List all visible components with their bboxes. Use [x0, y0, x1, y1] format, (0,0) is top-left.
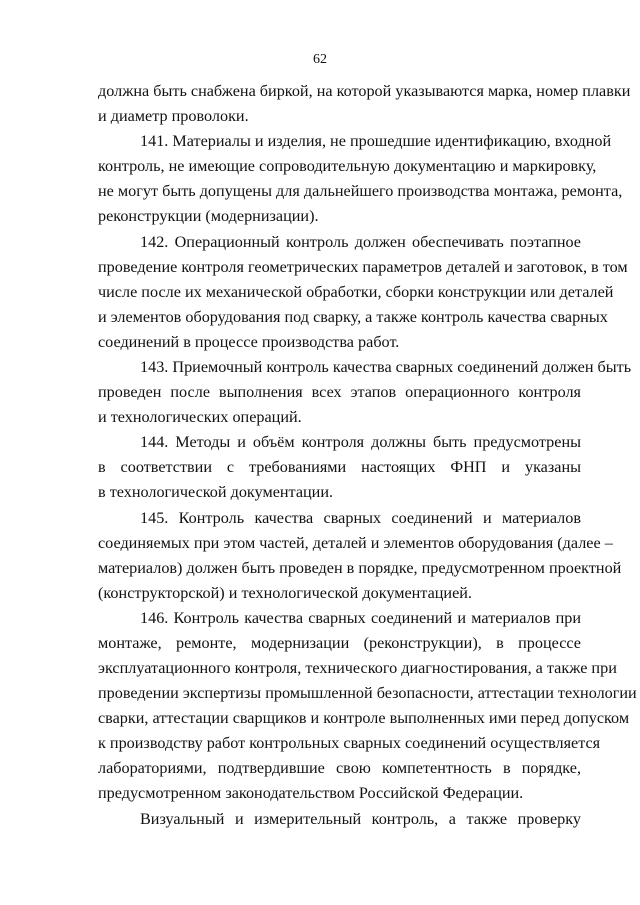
text-line: предусмотренном законодательством Российской Федерации.: [98, 784, 524, 802]
text-line: (конструкторской) и технологической документацией.: [98, 584, 472, 602]
text-line: соединяемых при этом частей, деталей и элементов оборудования (далее –: [98, 534, 613, 552]
text-line: и элементов оборудования под сварку, а также контроль качества сварных: [98, 308, 608, 326]
text-line: реконструкции (модернизации).: [98, 207, 319, 225]
text-line: монтаже, ремонте, модернизации (реконструкции), в процессе: [98, 634, 581, 652]
paragraph-146-start: 146. Контроль качества сварных соединений и материалов при: [140, 609, 581, 627]
text-line: эксплуатационного контроля, технического диагностирования, а также при: [98, 659, 617, 677]
text-line: сварки, аттестации сварщиков и контроле выполненных ими перед допуском: [98, 709, 630, 727]
page-number: 62: [313, 52, 327, 67]
text-line: соединений в процессе производства работ.: [98, 333, 400, 351]
text-line: в соответствии с требованиями настоящих ФНП и указаны: [98, 458, 581, 476]
paragraph-144-start: 144. Методы и объём контроля должны быть предусмотрены: [140, 433, 581, 451]
paragraph-142-start: 142. Операционный контроль должен обеспечивать поэтапное: [140, 233, 581, 251]
paragraph-continued-start: Визуальный и измерительный контроль, а также проверку: [140, 810, 581, 828]
text-line: контроль, не имеющие сопроводительную документацию и маркировку,: [98, 157, 597, 175]
paragraph-145-start: 145. Контроль качества сварных соединений и материалов: [140, 509, 581, 527]
text-line: должна быть снабжена биркой, на которой указываются марка, номер плавки: [98, 82, 631, 100]
text-line: не могут быть допущены для дальнейшего производства монтажа, ремонта,: [98, 182, 623, 200]
text-line: к производству работ контрольных сварных соединений осуществляется: [98, 734, 601, 752]
text-line: проведении экспертизы промышленной безопасности, аттестации технологии: [98, 684, 637, 702]
text-line: лабораториями, подтвердившие свою компетентность в порядке,: [98, 759, 581, 777]
text-line: материалов) должен быть проведен в порядке, предусмотренном проектной: [98, 559, 622, 577]
text-line: числе после их механической обработки, сборки конструкции или деталей: [98, 283, 614, 301]
text-line: проведен после выполнения всех этапов операционного контроля: [98, 383, 581, 401]
text-line: и диаметр проволоки.: [98, 107, 249, 125]
text-line: проведение контроля геометрических параметров деталей и заготовок, в том: [98, 258, 628, 276]
text-line: в технологической документации.: [98, 483, 334, 501]
paragraph-143-start: 143. Приемочный контроль качества сварных соединений должен быть: [140, 358, 632, 376]
text-line: и технологических операций.: [98, 408, 302, 426]
paragraph-141-start: 141. Материалы и изделия, не прошедшие идентификацию, входной: [140, 132, 612, 150]
